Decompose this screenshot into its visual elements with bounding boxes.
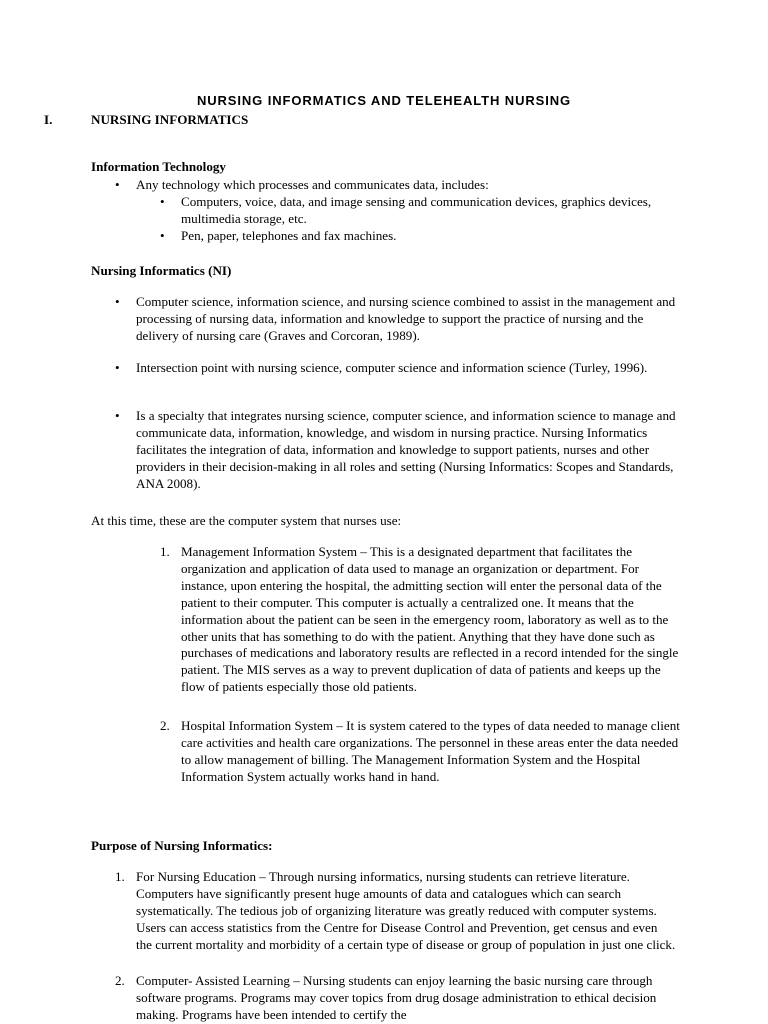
systems-number-2: 2. xyxy=(160,718,170,733)
purpose-number-2: 2. xyxy=(115,973,125,988)
bullet-icon: • xyxy=(115,408,120,423)
ni-bullet-1: Computer science, information science, and nursing science combined to assist in the management and processing of nursing data, information and knowledge to support the practice of nursing and the delivery of nursing care (Graves and Corcoran, 1989). xyxy=(136,294,676,343)
systems-item-1: Management Information System – This is a designated department that facilitates the organization and application of data used to manage an organization or department. For instance, upon entering the hospital, the admitting section will enter the personal data of the patient to their computer. This computer is actually a centralized one. It means that the information about the patient can be seen in the emergency room, laboratory as well as to the other units that has something to do with the patient. Anything that they have done such as purchases of medications and laboratory results are reflected in a record intended for the single patient. The MIS serves as a way to prevent duplication of data of patients and keeps up the flow of patients especially those old patients. xyxy=(181,544,679,695)
bullet-icon: • xyxy=(115,177,120,192)
purpose-number-1: 1. xyxy=(115,869,125,884)
it-item: Any technology which processes and communicates data, includes: xyxy=(136,177,489,192)
section-number: I. xyxy=(44,112,53,127)
purpose-item-2: Computer- Assisted Learning – Nursing students can enjoy learning the basic nursing care through software programs. Programs may cover topics from drug dosage administration to ethical decision making. Programs have been intended to certify the xyxy=(136,973,657,1022)
it-subitem-1: Computers, voice, data, and image sensing and communication devices, graphics devices, multimedia storage, etc. xyxy=(181,194,652,226)
ni-heading: Nursing Informatics (NI) xyxy=(91,263,232,278)
systems-number-1: 1. xyxy=(160,544,170,559)
bullet-icon: • xyxy=(160,228,165,243)
bullet-icon: • xyxy=(115,294,120,309)
systems-intro: At this time, these are the computer system that nurses use: xyxy=(91,513,402,528)
section-heading: NURSING INFORMATICS xyxy=(91,112,249,127)
it-subitem-2: Pen, paper, telephones and fax machines. xyxy=(181,228,397,243)
bullet-icon: • xyxy=(115,360,120,375)
document-title: NURSING INFORMATICS AND TELEHEALTH NURSING xyxy=(196,93,572,108)
bullet-icon: • xyxy=(160,194,165,209)
ni-bullet-2: Intersection point with nursing science, computer science and information science (Turley, 1996). xyxy=(136,360,648,375)
systems-item-2: Hospital Information System – It is system catered to the types of data needed to manage client care activities and health care organizations. The personnel in these areas enter the data needed to allow management of billing. The Management Information System and the Hospital Information System actually works hand in hand. xyxy=(181,718,680,784)
ni-bullet-3: Is a specialty that integrates nursing science, computer science, and information science to manage and communicate data, information, knowledge, and wisdom in nursing practice. Nursing Informatics facilitates the integration of data, information and knowledge to support patients, nurses and other providers in their decision-making in all roles and setting (Nursing Informatics: Scopes and Standards, ANA 2008). xyxy=(136,408,676,491)
purpose-item-1: For Nursing Education – Through nursing informatics, nursing students can retrieve literature. Computers have significantly present huge amounts of data and catalogues which can search systematically. The tedious job of organizing literature was greatly reduced with computer systems. Users can access statistics from the Centre for Disease Control and Prevention, get census and even the current mortality and morbidity of a certain type of disease or group of population in just one click. xyxy=(136,869,676,952)
it-heading: Information Technology xyxy=(91,159,226,174)
purpose-heading: Purpose of Nursing Informatics: xyxy=(91,838,273,853)
